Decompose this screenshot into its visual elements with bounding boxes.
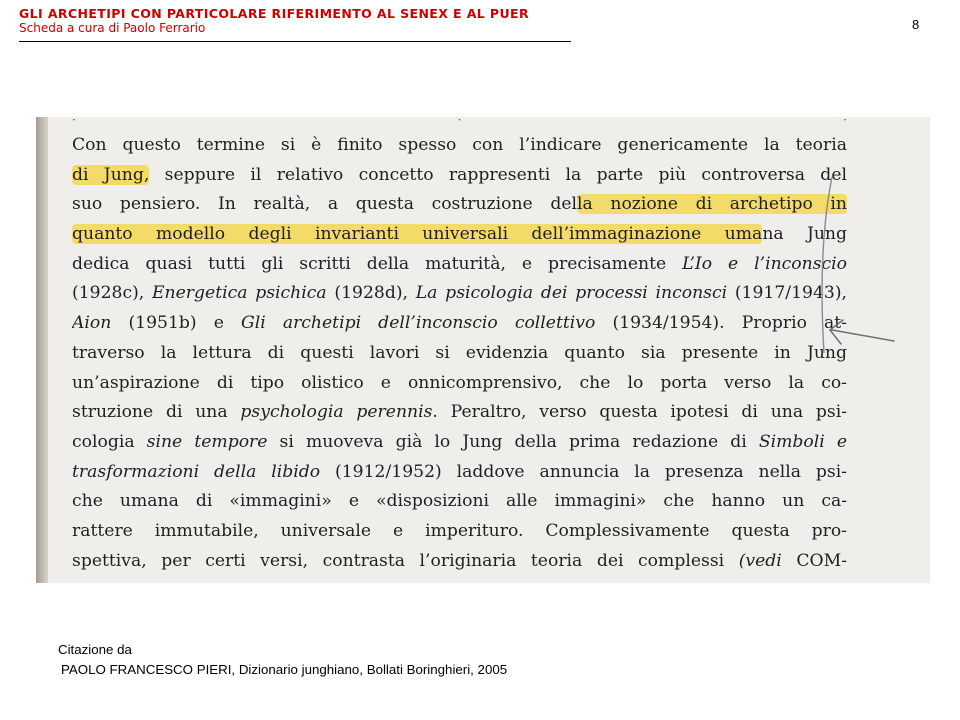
scan-text-segment: un’aspirazione di tipo olistico e onnicomprensivo, che lo porta verso la co- bbox=[72, 372, 847, 393]
scan-text-segment: (1934/1954). Proprio at- bbox=[595, 313, 847, 334]
italic-title-text: Energetica psichica bbox=[152, 283, 327, 304]
scan-text-segment: (1912/1952) laddove annuncia la presenza nella psi- bbox=[320, 461, 847, 482]
scan-text-segment: seppure il relativo concetto rappresenti la parte più controversa del bbox=[149, 164, 847, 185]
italic-title-text: Aion bbox=[72, 313, 112, 334]
page-number: 8 bbox=[912, 17, 920, 32]
scan-text-segment: na Jung bbox=[762, 224, 847, 245]
scan-text-segment: (1928d), bbox=[326, 283, 416, 304]
italic-title-text: L’Io e l’inconscio bbox=[682, 253, 847, 274]
citation-block bbox=[58, 640, 507, 680]
highlighted-text: la nozione di archetipo in bbox=[577, 194, 847, 215]
scan-text-segment: traverso la lettura di questi lavori si evidenzia quanto sia presente in Jung bbox=[72, 342, 847, 363]
slide-title: GLI ARCHETIPI CON PARTICOLARE RIFERIMENTO AL SENEX E AL PUER bbox=[19, 6, 529, 21]
scan-text-segment: . Peraltro, verso questa ipotesi di una psi- bbox=[432, 402, 847, 423]
scan-text-segment: Con questo termine si è finito spesso con l’indicare genericamente la teoria bbox=[72, 135, 847, 155]
scan-text-segment: struzione di una bbox=[72, 402, 241, 423]
scanned-book-page bbox=[36, 117, 930, 583]
slide-subtitle: Scheda a cura di Paolo Ferrario bbox=[19, 21, 206, 35]
scan-text-segment: (1951b) e bbox=[111, 313, 241, 334]
scan-text-segment: si muoveva già lo Jung della prima redazione di bbox=[267, 431, 759, 452]
scan-text-segment: spettiva, per certi versi, contrasta l’originaria teoria dei complessi bbox=[72, 550, 739, 571]
italic-title-text: Simboli e bbox=[758, 431, 847, 452]
header-divider bbox=[19, 41, 571, 42]
italic-title-text: Gli archetipi dell’inconscio collettivo bbox=[241, 313, 596, 334]
scan-text-segment: (1928c), bbox=[72, 283, 153, 304]
slide-header bbox=[19, 6, 571, 42]
highlighted-text: di Jung, bbox=[72, 164, 150, 185]
pencil-margin-annotations bbox=[36, 117, 930, 583]
margin-arrow-icon bbox=[830, 320, 894, 344]
margin-bracket-line bbox=[822, 177, 832, 353]
scan-text-segment: cologia bbox=[72, 431, 147, 452]
scan-text-segment: (1917/1943), bbox=[727, 283, 847, 304]
scan-text-segment: dedica quasi tutti gli scritti della maturità, e precisamente bbox=[72, 253, 683, 274]
italic-title-text: (vedi bbox=[738, 550, 782, 571]
italic-title-text: trasformazioni della libido bbox=[72, 461, 321, 482]
scan-text-segment: COM- bbox=[781, 550, 847, 571]
scan-text-segment: rattere immutabile, universale e imperituro. Complessivamente questa pro- bbox=[72, 520, 847, 541]
cut-off-previous-line: · · · bbox=[72, 117, 847, 127]
citation-label: Citazione da bbox=[58, 642, 132, 657]
scan-text-segment: suo pensiero. In realtà, a questa costruzione del bbox=[72, 194, 578, 215]
italic-title-text: La psicologia dei processi inconsci bbox=[415, 283, 728, 304]
scan-text-segment: che umana di «immagini» e «disposizioni alle immagini» che hanno un ca- bbox=[72, 491, 847, 512]
citation-reference: PAOLO FRANCESCO PIERI, Dizionario junghiano, Bollati Boringhieri, 2005 bbox=[61, 662, 508, 677]
highlighted-text: quanto modello degli invarianti universali dell’immaginazione uma bbox=[72, 224, 763, 245]
italic-title-text: psychologia perennis bbox=[240, 402, 433, 423]
italic-title-text: sine tempore bbox=[146, 431, 268, 452]
